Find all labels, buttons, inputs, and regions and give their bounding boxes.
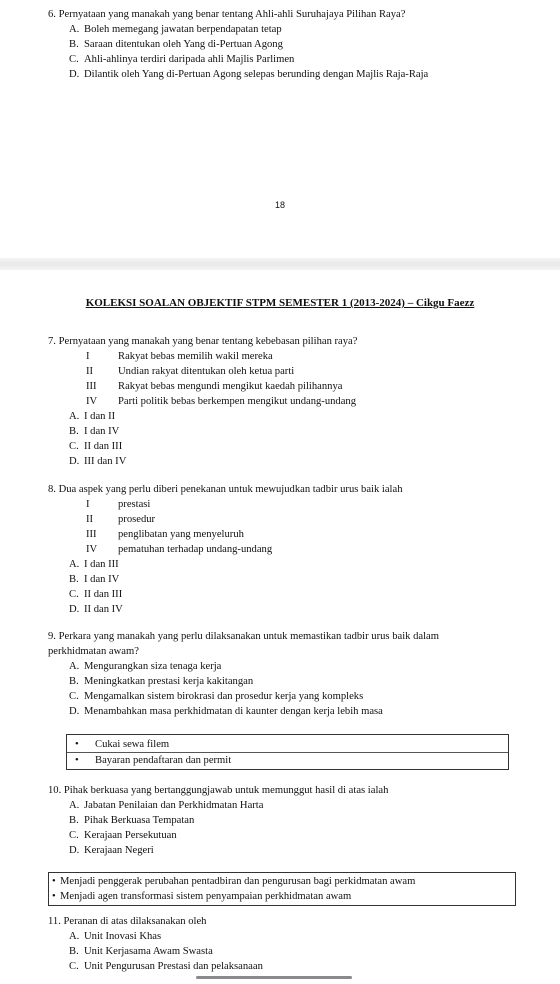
option-text: Pihak Berkuasa Tempatan xyxy=(84,815,195,826)
question-8-statement-iii xyxy=(86,527,518,542)
question-9-option-a xyxy=(69,659,518,674)
statement-number: II xyxy=(86,514,94,525)
statement-number: IV xyxy=(86,396,98,407)
question-11 xyxy=(48,914,518,974)
option-text: Unit Inovasi Khas xyxy=(84,931,162,942)
statement-number: I xyxy=(86,351,90,362)
option-text: Ahli-ahlinya terdiri daripada ahli Majlis Parlimen xyxy=(84,54,295,65)
info-box-2-item xyxy=(49,874,515,889)
option-key: D. xyxy=(69,604,80,615)
option-key: C. xyxy=(69,589,79,600)
question-9-option-c xyxy=(69,689,518,704)
question-8-option-d xyxy=(69,602,518,617)
question-7-statement-iii xyxy=(86,379,518,394)
question-7-option-b xyxy=(69,424,518,439)
option-key: C. xyxy=(69,691,79,702)
option-key: A. xyxy=(69,800,80,811)
option-key: C. xyxy=(69,830,79,841)
info-box-2-text: Menjadi penggerak perubahan pentadbiran dan pengurusan bagi perkidmatan awam xyxy=(60,876,416,887)
statement-text: pematuhan terhadap undang-undang xyxy=(118,544,273,555)
statement-number: I xyxy=(86,499,90,510)
question-7-statement-iv xyxy=(86,394,518,409)
option-text: Unit Kerjasama Awam Swasta xyxy=(84,946,213,957)
question-6-option-a xyxy=(69,22,518,37)
info-box-2-text: Menjadi agen transformasi sistem penyampaian perkhidmatan awam xyxy=(60,891,352,902)
option-key: C. xyxy=(69,54,79,65)
question-10 xyxy=(48,783,518,858)
option-key: B. xyxy=(69,815,79,826)
option-text: I dan II xyxy=(84,411,116,422)
option-key: A. xyxy=(69,24,80,35)
question-10-stem: 10. Pihak berkuasa yang bertanggungjawab untuk memunggut hasil di atas ialah xyxy=(48,785,389,796)
question-8-stem: 8. Dua aspek yang perlu diberi penekanan untuk mewujudkan tadbir urus baik ialah xyxy=(48,484,403,495)
option-text: Mengamalkan sistem birokrasi dan prosedur kerja yang kompleks xyxy=(84,691,364,702)
statement-text: prosedur xyxy=(118,514,156,525)
question-8-statement-iv xyxy=(86,542,518,557)
question-7-option-a xyxy=(69,409,518,424)
option-text: III dan IV xyxy=(84,456,127,467)
question-11-option-b xyxy=(69,944,518,959)
option-text: Unit Pengurusan Prestasi dan pelaksanaan xyxy=(84,961,263,972)
question-9-stem-line-1: 9. Perkara yang manakah yang perlu dilaksanakan untuk memastikan tadbir urus baik dalam xyxy=(48,631,439,642)
question-11-stem: 11. Peranan di atas dilaksanakan oleh xyxy=(48,916,207,927)
question-11-option-c xyxy=(69,959,518,974)
statement-text: penglibatan yang menyeluruh xyxy=(118,529,244,540)
option-key: B. xyxy=(69,946,79,957)
statement-number: III xyxy=(86,381,97,392)
horizontal-scrollbar[interactable] xyxy=(196,976,352,979)
option-text: II dan III xyxy=(84,589,123,600)
statement-text: Parti politik bebas berkempen mengikut undang-undang xyxy=(118,396,357,407)
bullet: • xyxy=(75,739,79,750)
question-7-option-c xyxy=(69,439,518,454)
option-key: C. xyxy=(69,961,79,972)
option-text: II dan III xyxy=(84,441,123,452)
option-text: I dan IV xyxy=(84,426,120,437)
option-key: B. xyxy=(69,426,79,437)
question-8-option-a xyxy=(69,557,518,572)
statement-number: III xyxy=(86,529,97,540)
question-6 xyxy=(48,7,518,82)
question-6-stem: 6. Pernyataan yang manakah yang benar tentang Ahli-ahli Suruhajaya Pilihan Raya? xyxy=(48,9,406,20)
question-7 xyxy=(48,334,518,469)
info-box-2 xyxy=(48,872,516,906)
info-box-1-item xyxy=(67,737,508,752)
question-8-statement-ii xyxy=(86,512,518,527)
question-10-option-a xyxy=(69,798,518,813)
option-text: I dan IV xyxy=(84,574,120,585)
info-box-1-text: Cukai sewa filem xyxy=(95,739,170,750)
question-7-stem: 7. Pernyataan yang manakah yang benar tentang kebebasan pilihan raya? xyxy=(48,336,358,347)
option-text: Saraan ditentukan oleh Yang di-Pertuan Agong xyxy=(84,39,283,50)
statement-text: Undian rakyat ditentukan oleh ketua parti xyxy=(118,366,295,377)
document-heading: KOLEKSI SOALAN OBJEKTIF STPM SEMESTER 1 (2013-2024) – Cikgu Faezz xyxy=(85,297,475,309)
option-key: B. xyxy=(69,39,79,50)
question-7-statement-i xyxy=(86,349,518,364)
option-text: Boleh memegang jawatan berpendapatan tetap xyxy=(84,24,282,35)
question-9-option-b xyxy=(69,674,518,689)
option-key: D. xyxy=(69,706,80,717)
option-key: C. xyxy=(69,441,79,452)
option-key: B. xyxy=(69,574,79,585)
question-7-option-d xyxy=(69,454,518,469)
question-10-option-b xyxy=(69,813,518,828)
option-key: A. xyxy=(69,661,80,672)
page-number: 18 xyxy=(274,200,285,210)
info-box-1-item xyxy=(67,752,508,768)
option-key: A. xyxy=(69,931,80,942)
option-text: Mengurangkan siza tenaga kerja xyxy=(84,661,222,672)
question-8 xyxy=(48,482,518,617)
page-separator xyxy=(0,258,560,270)
question-8-statement-i xyxy=(86,497,518,512)
statement-text: prestasi xyxy=(118,499,151,510)
bullet: • xyxy=(75,755,79,766)
question-9-stem-line-2: perkhidmatan awam? xyxy=(48,646,139,657)
info-box-2-item xyxy=(49,889,515,904)
question-8-option-c xyxy=(69,587,518,602)
bullet: • xyxy=(52,876,56,887)
question-6-option-c xyxy=(69,52,518,67)
option-key: A. xyxy=(69,559,80,570)
info-box-1-text: Bayaran pendaftaran dan permit xyxy=(95,755,232,766)
question-11-option-a xyxy=(69,929,518,944)
statement-number: II xyxy=(86,366,94,377)
option-text: Jabatan Penilaian dan Perkhidmatan Harta xyxy=(84,800,264,811)
option-text: Meningkatkan prestasi kerja kakitangan xyxy=(84,676,254,687)
option-text: II dan IV xyxy=(84,604,123,615)
question-9 xyxy=(48,629,518,719)
statement-text: Rakyat bebas mengundi mengikut kaedah pilihannya xyxy=(118,381,343,392)
option-key: D. xyxy=(69,456,80,467)
question-6-option-d xyxy=(69,67,518,82)
option-text: I dan III xyxy=(84,559,119,570)
question-6-option-b xyxy=(69,37,518,52)
question-9-option-d xyxy=(69,704,518,719)
option-text: Kerajaan Persekutuan xyxy=(84,830,177,841)
question-10-option-d xyxy=(69,843,518,858)
statement-number: IV xyxy=(86,544,98,555)
option-text: Dilantik oleh Yang di-Pertuan Agong selepas berunding dengan Majlis Raja-Raja xyxy=(84,69,429,80)
info-box-1 xyxy=(66,734,509,770)
question-10-option-c xyxy=(69,828,518,843)
option-key: D. xyxy=(69,845,80,856)
question-8-option-b xyxy=(69,572,518,587)
question-7-statement-ii xyxy=(86,364,518,379)
option-key: D. xyxy=(69,69,80,80)
bullet: • xyxy=(52,891,56,902)
option-text: Menambahkan masa perkhidmatan di kaunter dengan kerja lebih masa xyxy=(84,706,383,717)
option-key: B. xyxy=(69,676,79,687)
option-text: Kerajaan Negeri xyxy=(84,845,154,856)
option-key: A. xyxy=(69,411,80,422)
statement-text: Rakyat bebas memilih wakil mereka xyxy=(118,351,273,362)
